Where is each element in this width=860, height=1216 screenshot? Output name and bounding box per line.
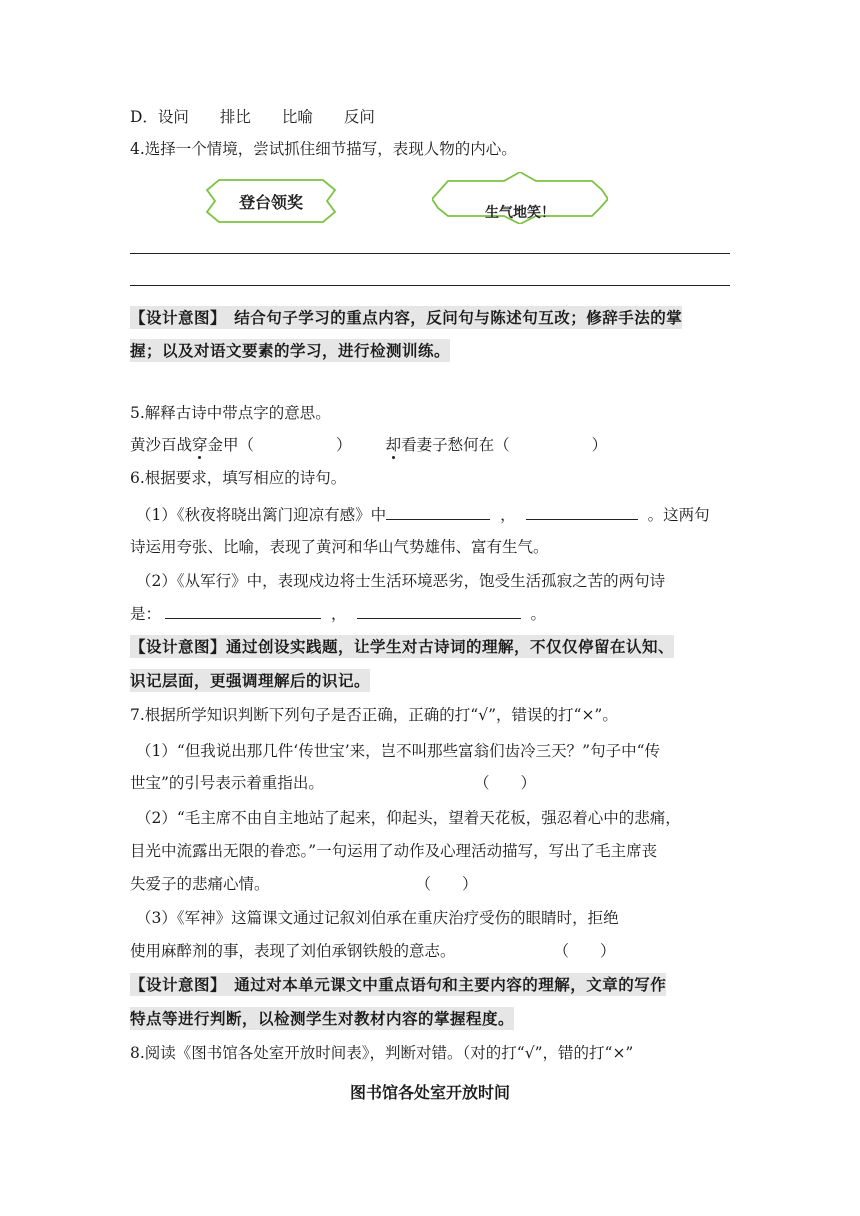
design-intent-1-line1: 【设计意图】 结合句子学习的重点内容，反问句与陈述句互改；修辞手法的掌 (130, 308, 683, 327)
question-7-item3-line1: （3）《军神》这篇课文通过记叙刘伯承在重庆治疗受伤的眼睛时，拒绝 (136, 909, 619, 927)
question-7-prompt: 7.根据所学知识判断下列句子是否正确，正确的打“√”，错误的打“×”。 (130, 706, 618, 724)
dotted-char-que: 却 (385, 436, 402, 454)
question-6-item1-line1: （1）《秋夜将晓出篱门迎凉有感》中 ， 。这两句 (136, 503, 710, 526)
question-7-item2-line3: 失爱子的悲痛心情。 （ ） (130, 875, 478, 893)
design-intent-1-line2: 握；以及对语文要素的学习，进行检测训练。 (130, 341, 451, 360)
badge-angry (432, 172, 608, 224)
dotted-char-chuan: 穿 (192, 436, 208, 454)
answer-line-2[interactable] (130, 285, 730, 286)
question-7-item3-line2: 使用麻醉剂的事，表现了刘伯承钢铁般的意志。 （ ） (130, 942, 616, 960)
blank-6-2b[interactable] (357, 602, 521, 619)
badge-angry-label: 生气地笑！ (485, 205, 555, 221)
option-d: D．设问 排比 比喻 反问 (130, 108, 375, 126)
question-5-items: 黄沙百战穿金甲（ ） 却看妻子愁何在（ ） (130, 436, 608, 454)
blank-6-1b[interactable] (526, 503, 638, 520)
question-8-prompt: 8.阅读《图书馆各处室开放时间表》，判断对错。（对的打“√”，错的打“×” (130, 1044, 634, 1062)
blank-6-2a[interactable] (165, 602, 321, 619)
table-title: 图书馆各处室开放时间 (349, 1083, 510, 1102)
question-7-item1-line2: 世宝”的引号表示着重指出。 （ ） (130, 774, 536, 792)
question-7-item2-line2: 目光中流露出无限的眷恋。”一句运用了动作及心理活动描写，写出了毛主席丧 (130, 842, 658, 860)
question-6-prompt: 6.根据要求，填写相应的诗句。 (130, 469, 347, 487)
question-6-item2-line2: 是： ， 。 (130, 602, 546, 625)
badge-award-label: 登台领奖 (238, 193, 303, 212)
question-6-item1-line2: 诗运用夸张、比喻，表现了黄河和华山气势雄伟、富有生气。 (130, 538, 549, 556)
answer-paren-7-2[interactable]: （ ） (415, 875, 478, 893)
blank-6-1a[interactable] (386, 503, 490, 520)
question-5-prompt: 5.解释古诗中带点字的意思。 (130, 404, 331, 422)
question-7-item2-line1: （2）“毛主席不由自主地站了起来，仰起头，望着天花板，强忍着心中的悲痛， (136, 809, 681, 827)
design-intent-2-line2: 识记层面，更强调理解后的识记。 (130, 671, 371, 690)
design-intent-3-line2: 特点等进行判断，以检测学生对教材内容的掌握程度。 (130, 1009, 515, 1028)
answer-paren-7-3[interactable]: （ ） (553, 942, 616, 960)
badge-award (205, 178, 337, 224)
question-4-prompt: 4.选择一个情境，尝试抓住细节描写，表现人物的内心。 (130, 140, 517, 158)
design-intent-3-line1: 【设计意图】 通过对本单元课文中重点语句和主要内容的理解，文章的写作 (130, 975, 667, 994)
question-6-item2-line1: （2）《从军行》中，表现戍边将士生活环境恶劣，饱受生活孤寂之苦的两句诗 (136, 572, 666, 590)
design-intent-2-line1: 【设计意图】通过创设实践题，让学生对古诗词的理解，不仅仅停留在认知、 (130, 637, 675, 656)
answer-line-1[interactable] (130, 253, 730, 254)
question-7-item1-line1: （1）“但我说出那几件‘传世宝’来，岂不叫那些富翁们齿冷三天？”句子中“传 (136, 742, 660, 760)
answer-paren-7-1[interactable]: （ ） (473, 774, 536, 792)
